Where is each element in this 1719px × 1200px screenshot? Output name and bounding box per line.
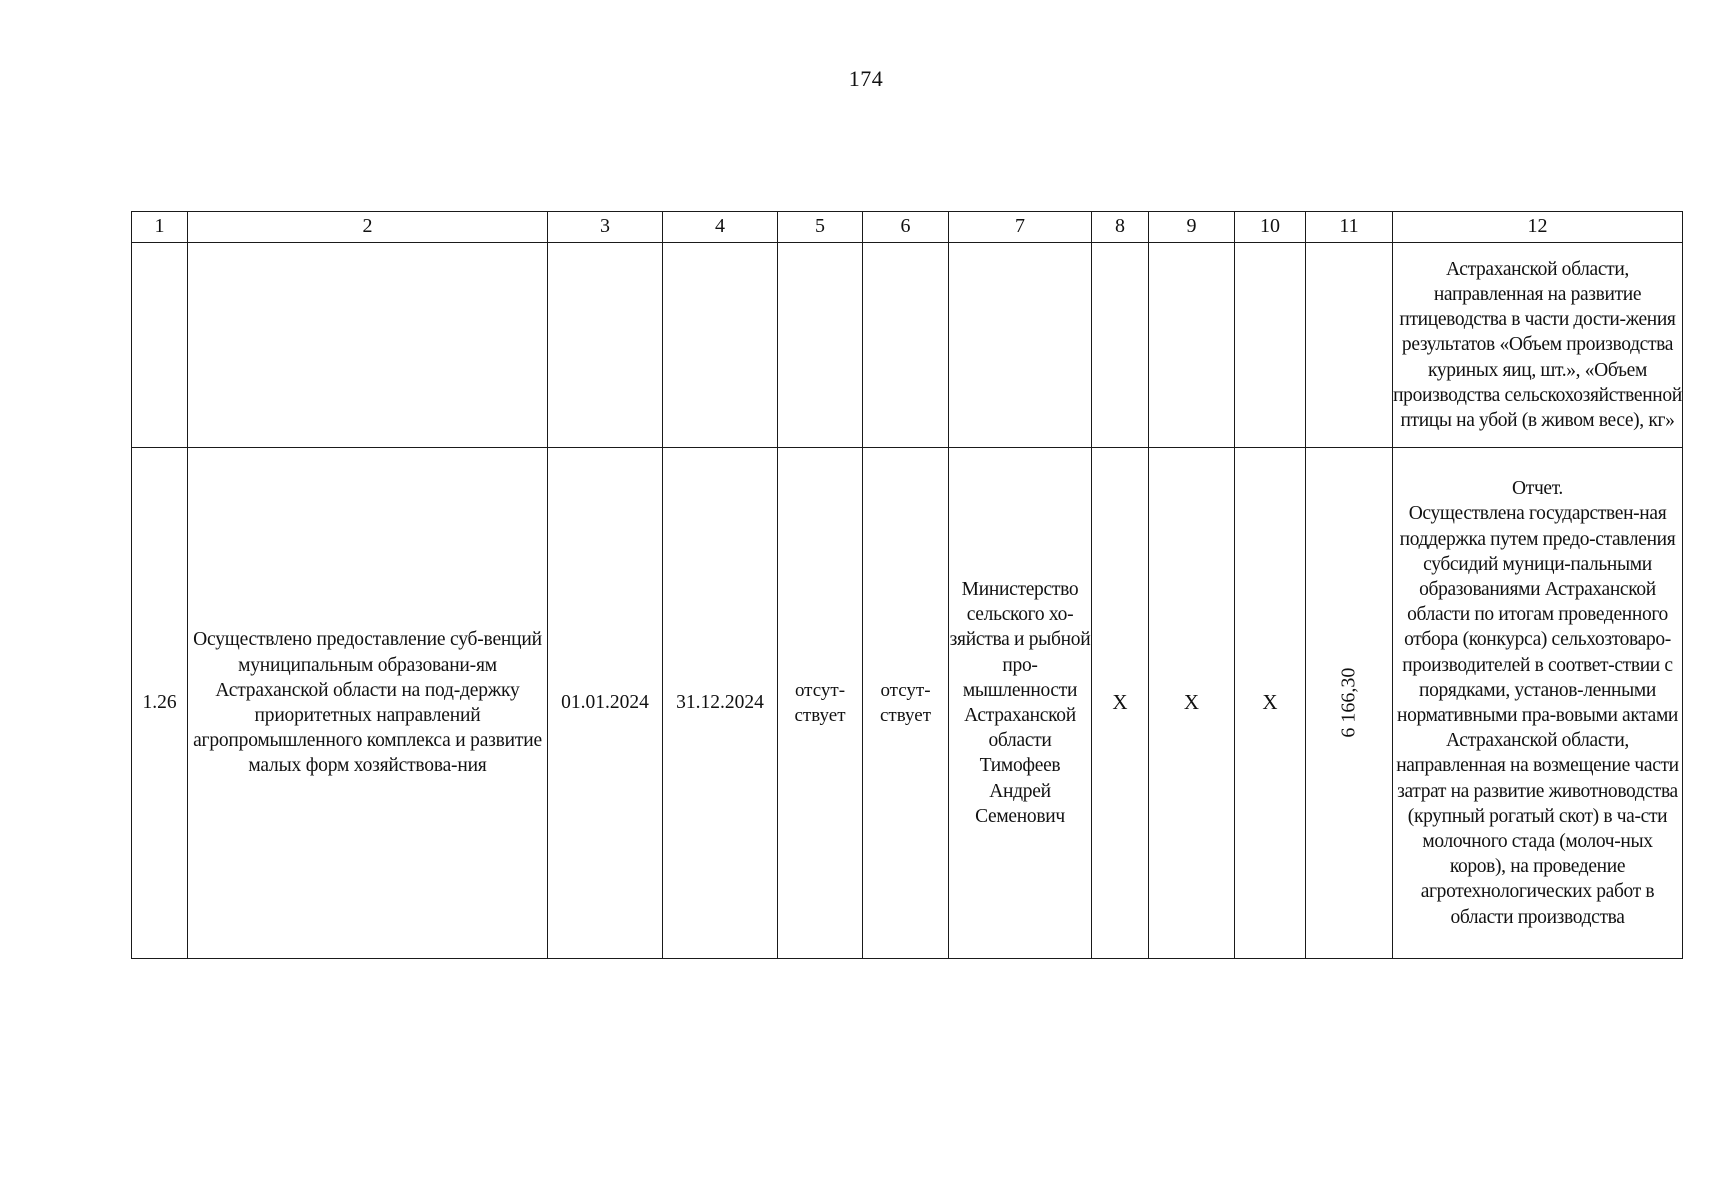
column-6-cell: отсут-ствует [863,448,949,959]
empty-cell [1306,243,1393,448]
empty-cell [188,243,548,448]
empty-cell [863,243,949,448]
column-number-6: 6 [863,212,949,243]
description-cell: Осуществлено предоставление суб-венций муниципальным образовани-ям Астраханской области на под-держку приоритетных направлений агропромышленного комплекса и развитие малых форм хозяйствова-ния [188,448,548,959]
column-number-10: 10 [1235,212,1306,243]
empty-cell [663,243,778,448]
empty-cell [1092,243,1149,448]
responsible-cell: Министерство сельского хо-зяйства и рыбной про-мышленности Астраханской области Тимофеев Андрей Семенович [949,448,1092,959]
column-number-4: 4 [663,212,778,243]
table-header-row [132,212,1683,243]
start-date-cell: 01.01.2024 [548,448,663,959]
column-9-cell: Х [1149,448,1235,959]
amount-value: 6 166,30 [1337,667,1360,738]
report-text: Осуществлена государствен-ная поддержка путем предо-ставления субсидий муници-пальными образованиями Астраханской области по итогам проведенного отбора (конкурса) сельхозтоваро-производителей в соответ-ствии с порядками, установ-ленными нормативными пра-вовыми актами Астраханской области, направленная на возмещение части затрат на развитие животноводства (крупный рогатый скот) в ча-сти молочного стада (молоч-ных коров), на проведение агротехнологических работ в области производства [1396,503,1679,928]
empty-cell [1149,243,1235,448]
column-number-5: 5 [778,212,863,243]
column-10-cell: Х [1235,448,1306,959]
column-number-1: 1 [132,212,188,243]
column-number-9: 9 [1149,212,1235,243]
column-5-cell: отсут-ствует [778,448,863,959]
amount-cell [1306,448,1393,959]
column-number-8: 8 [1092,212,1149,243]
column-number-3: 3 [548,212,663,243]
row-number-cell: 1.26 [132,448,188,959]
page-number: 174 [848,66,884,91]
column-number-7: 7 [949,212,1092,243]
report-cell [1393,448,1683,959]
table-row [132,448,1683,959]
end-date-cell: 31.12.2024 [663,448,778,959]
report-title: Отчет. [1512,478,1563,500]
column-number-12: 12 [1393,212,1683,243]
column-number-11: 11 [1306,212,1393,243]
empty-cell [132,243,188,448]
continuation-report-cell: Астраханской области, направленная на развитие птицеводства в части дости-жения результатов «Объем производства куриных яиц, шт.», «Объем производства сельскохозяйственной птицы на убой (в живом весе), кг» [1393,243,1683,448]
empty-cell [778,243,863,448]
report-table [131,211,1683,959]
table-row [132,243,1683,448]
empty-cell [949,243,1092,448]
empty-cell [1235,243,1306,448]
column-number-2: 2 [188,212,548,243]
empty-cell [548,243,663,448]
column-8-cell: Х [1092,448,1149,959]
